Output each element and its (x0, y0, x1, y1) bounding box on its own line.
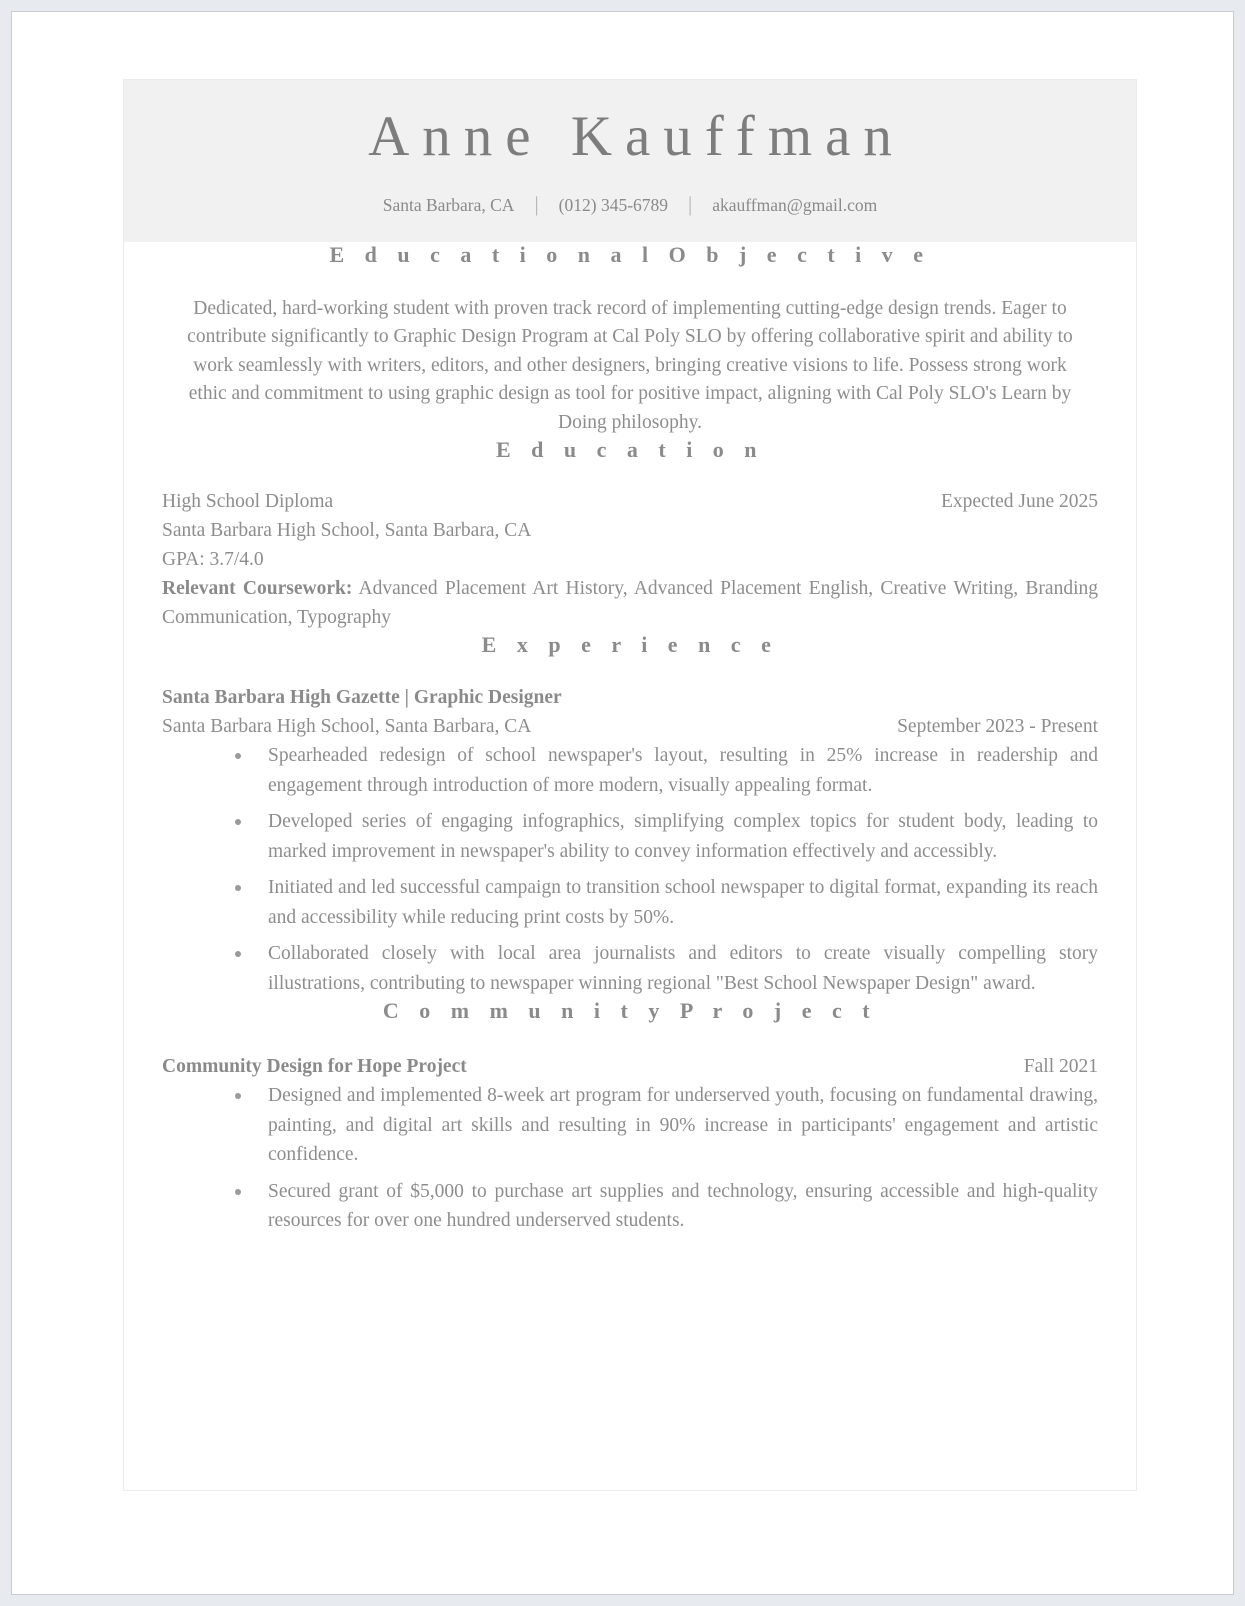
contact-email: akauffman@gmail.com (712, 194, 878, 215)
community-project-entry (162, 1052, 1098, 1236)
education-degree-row (162, 487, 1098, 516)
contact-separator-icon: | (688, 191, 693, 216)
list-item: Secured grant of $5,000 to purchase art supplies and technology, ensuring accessible and high-quality resources for over one hundred underserved students. (162, 1177, 1098, 1236)
community-project-name: Community Design for Hope Project (162, 1056, 467, 1078)
contact-separator-icon: | (534, 191, 539, 216)
resume-body (124, 242, 1136, 1236)
community-project-header-row (162, 1052, 1098, 1081)
coursework-label: Relevant Coursework: (162, 578, 353, 600)
education-date: Expected June 2025 (940, 491, 1098, 513)
experience-bullet-list (162, 741, 1098, 998)
education-entry (162, 487, 1098, 632)
page-sheet (11, 11, 1234, 1595)
resume-header (124, 80, 1136, 242)
list-item: Initiated and led successful campaign to transition school newspaper to digital format, expanding its reach and accessibility while reducing print costs by 50%. (162, 873, 1098, 932)
education-coursework (162, 574, 1098, 632)
coursework-value: Advanced Placement Art History, Advanced Placement English, Creative Writing, Branding Communication, Typography (162, 578, 1098, 629)
section-title-community-project: C o m m u n i t y P r o j e c t (382, 998, 878, 1024)
education-gpa: GPA: 3.7/4.0 (162, 549, 264, 571)
contact-phone: (012) 345-6789 (558, 194, 669, 215)
section-title-educational-objective: E d u c a t i o n a l O b j e c t i v e (329, 241, 931, 267)
section-title-education: E d u c a t i o n (495, 437, 765, 463)
candidate-name: Anne Kauffman (368, 105, 905, 168)
education-school: Santa Barbara High School, Santa Barbara, CA (162, 520, 532, 542)
community-project-date: Fall 2021 (1023, 1056, 1098, 1078)
list-item: Developed series of engaging infographics, simplifying complex topics for student body, leading to marked improvement in newspaper's ability to convey information effectively and accessibly. (162, 807, 1098, 866)
experience-entry (162, 683, 1098, 998)
contact-location: Santa Barbara, CA (382, 194, 515, 215)
experience-location-row (162, 712, 1098, 741)
experience-date: September 2023 - Present (897, 716, 1098, 738)
objective-paragraph: Dedicated, hard-working student with proven track record of implementing cutting-edge design trends. Eager to contribute significantly to Graphic Design Program at Cal Poly SLO by offering collaborative spirit and ability to work seamlessly with writers, editors, and other designers, bringing creative visions to life. Possess strong work ethic and commitment to using graphic design as tool for positive impact, aligning with Cal Poly SLO's Learn by Doing philosophy. (187, 297, 1073, 433)
list-item: Spearheaded redesign of school newspaper's layout, resulting in 25% increase in readership and engagement through introduction of more modern, visually appealing format. (162, 741, 1098, 800)
resume-card (123, 79, 1137, 1491)
education-degree: High School Diploma (162, 491, 334, 513)
list-item: Designed and implemented 8-week art program for underserved youth, focusing on fundamental drawing, painting, and digital art skills and resulting in 90% increase in participants' engagement and artistic confidence. (162, 1081, 1098, 1170)
contact-info (144, 191, 1116, 216)
experience-location: Santa Barbara High School, Santa Barbara, CA (162, 716, 532, 738)
section-title-experience: E x p e r i e n c e (481, 632, 779, 658)
list-item: Collaborated closely with local area journalists and editors to create visually compelling story illustrations, contributing to newspaper winning regional "Best School Newspaper Design" award. (162, 939, 1098, 998)
community-project-bullet-list (162, 1081, 1098, 1236)
experience-company-role: Santa Barbara High Gazette | Graphic Designer (162, 687, 562, 709)
